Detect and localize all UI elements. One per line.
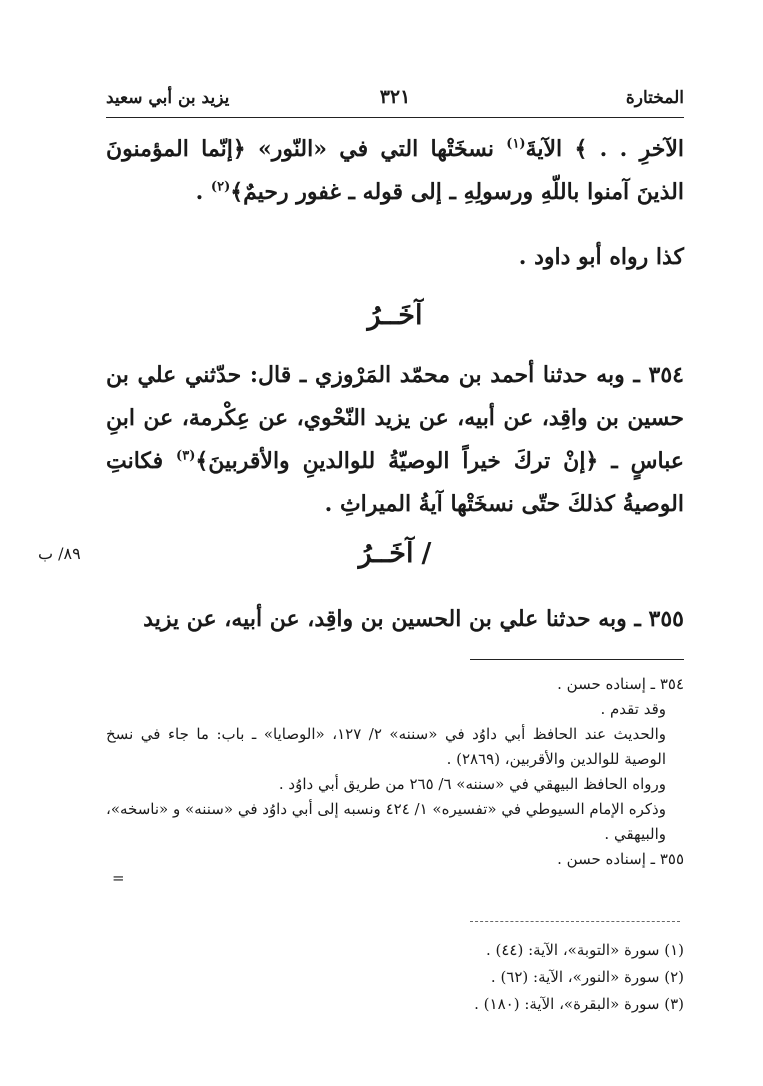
notes-rule xyxy=(470,659,684,660)
note-line: والحديث عند الحافظ أبي داوُد في «سننه» ٢/ ١٢٧، «الوصايا» ـ باب: ما جاء في نسخ الوصية للوالدين والأقربين، (٢٨٦٩) . xyxy=(106,725,666,768)
verse-text-2: نسخَتْها التي في «النّور» ﴿إنّما المؤمنونَ الذينَ آمنوا باللّهِ ورسولِهِ ـ إلى قوله ـ غفور رحيمٌ﴾ xyxy=(106,136,684,205)
note-line: ٣٥٥ ـ إسناده حسن . xyxy=(557,850,684,868)
paragraph-narration xyxy=(106,236,684,279)
paragraph-verse xyxy=(106,128,684,214)
continuation-mark: = xyxy=(112,869,125,887)
footnote-ref-2[interactable]: (٢) xyxy=(210,179,231,195)
folio-slash: / xyxy=(421,538,432,569)
narration-text: كذا رواه أبو داود . xyxy=(518,244,684,270)
footnote-3: (٣) سورة «البقرة»، الآية: (١٨٠) . xyxy=(474,995,684,1013)
footnote-ref-3[interactable]: (٣) xyxy=(176,448,196,464)
note-line: وذكره الإمام السيوطي في «تفسيره» ١/ ٤٢٤ ونسبه إلى أبي داوُد في «سننه» و «ناسخه»، والبيهقي . xyxy=(106,800,666,843)
page-number: ٣٢١ xyxy=(379,86,411,108)
section-title-1: آخَــرُ xyxy=(367,300,423,331)
running-header xyxy=(106,84,684,114)
hadith-355 xyxy=(106,598,684,641)
note-line: ورواه الحافظ البيهقي في «سننه» ٦/ ٢٦٥ من طريق أبي داوُد . xyxy=(278,775,666,793)
book-title: المختارة xyxy=(625,88,684,108)
verse-text-1: الآخرِ . . ﴾ الآيةَ xyxy=(525,136,684,162)
hadith-354-text-end: فكانتِ الوصيةُ كذلكَ حتّى نسخَتْها آيةُ الميراثِ . xyxy=(106,448,684,517)
header-rule xyxy=(106,117,684,118)
section-title-2 xyxy=(106,538,684,569)
manuscript-folio-note: ٨٩/ ب xyxy=(38,544,81,563)
footnotes xyxy=(106,937,684,1018)
chapter-title: يزيد بن أبي سعيد xyxy=(106,88,230,108)
hadith-355-text: ٣٥٥ ـ وبه حدثنا علي بن الحسين بن واقِد، عن أبيه، عن يزيد xyxy=(143,606,684,632)
commentary-notes xyxy=(106,672,684,872)
note-line: ٣٥٤ ـ إسناده حسن . xyxy=(557,675,684,693)
footnotes-rule xyxy=(470,921,680,922)
footnote-2: (٢) سورة «النور»، الآية: (٦٢) . xyxy=(490,968,684,986)
verse-text-3: . xyxy=(195,179,211,205)
footnote-1: (١) سورة «التوبة»، الآية: (٤٤) . xyxy=(485,941,684,959)
hadith-354 xyxy=(106,354,684,526)
hadith-354-text: ٣٥٤ ـ وبه حدثنا أحمد بن محمّد المَرْوزي ـ قال: حدّثني علي بن حسين بن واقِد، عن أبيه، عن يزيد النّحْوي، عن عِكْرمة، عن ابنِ عباسٍ ـ ﴿إنْ تركَ خيراً الوصيّةُ للوالدينِ والأقربينَ﴾ xyxy=(106,362,684,474)
note-line: وقد تقدم . xyxy=(600,700,666,718)
section-title-2-text: آخَــرُ xyxy=(358,538,414,569)
footnote-ref-1[interactable]: (١) xyxy=(506,136,526,152)
